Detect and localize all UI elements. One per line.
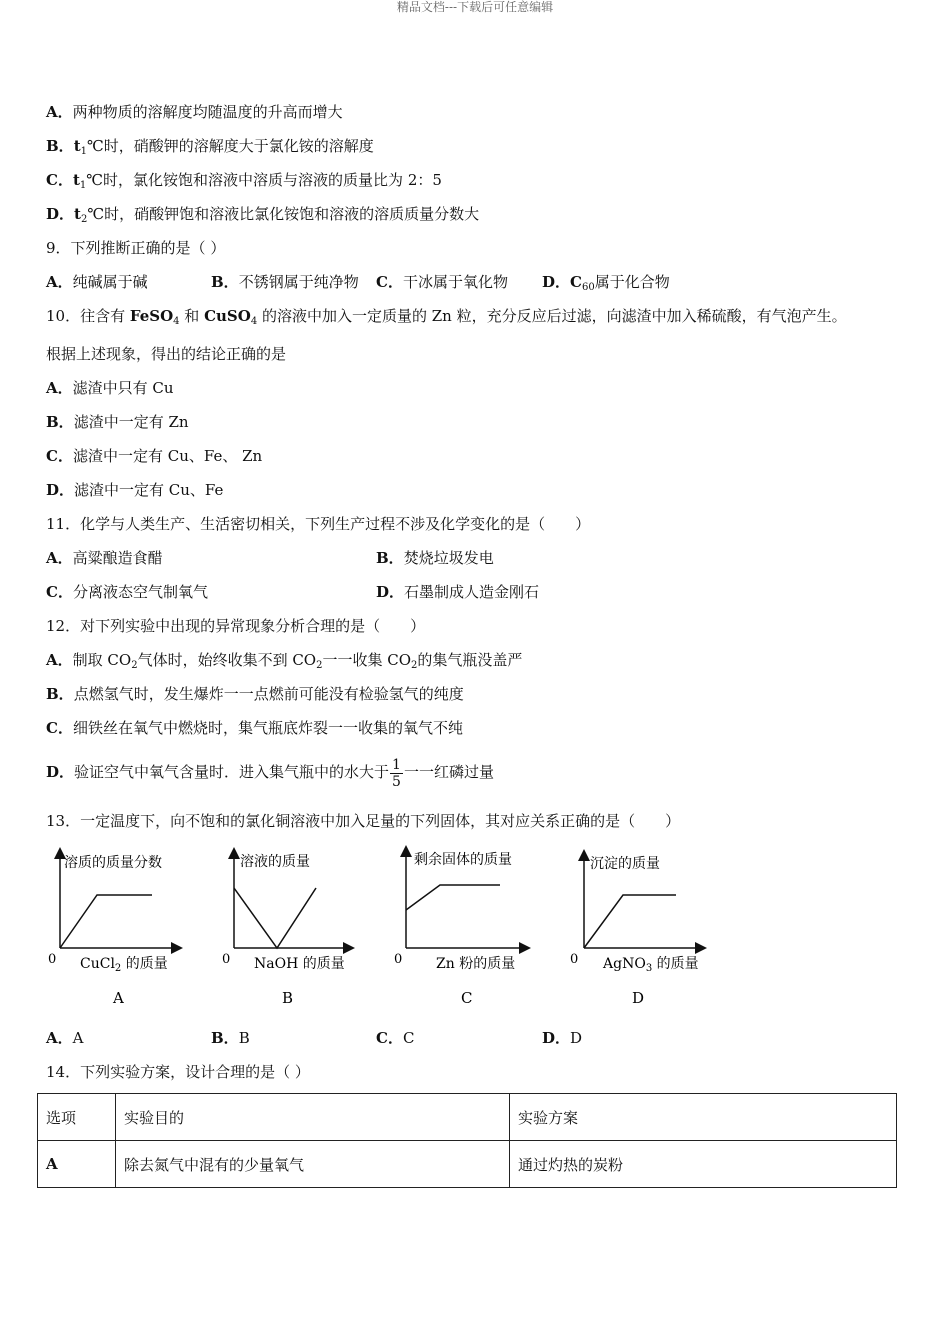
graph-c	[394, 848, 528, 1007]
q11-option-b: B．焚烧垃圾发电	[376, 549, 494, 567]
table-cell: A	[38, 1141, 116, 1188]
q11-stem: 11．化学与人类生产、生活密切相关，下列生产过程不涉及化学变化的是（ ）	[46, 515, 591, 533]
q12-option-c: C．细铁丝在氧气中燃烧时，集气瓶底炸裂一一收集的氧气不纯	[46, 719, 463, 737]
table-header-row	[38, 1094, 897, 1141]
q12-option-a: A．制取 $CO_2$气体时，始终收集不到 $CO_2$一一收集 $CO_2$的集气瓶没盖严	[46, 651, 523, 671]
q9-option-a: A．纯碱属于碱	[46, 273, 148, 291]
q8-option-d: D．$t_2℃$时，硝酸钾饱和溶液比氯化铵饱和溶液的溶质质量分数大	[46, 205, 480, 225]
q10-option-a: A．滤渣中只有 Cu	[46, 379, 174, 397]
graph-d-letter: D	[632, 989, 645, 1007]
table-header-cell: 选项	[38, 1094, 116, 1141]
fraction-one-fifth: $\frac{1}{5}$	[392, 756, 401, 790]
q12-stem: 12．对下列实验中出现的异常现象分析合理的是（ ）	[46, 617, 426, 635]
q11-option-d: D．石墨制成人造金刚石	[376, 583, 540, 601]
graph-a-letter: A	[113, 989, 124, 1007]
graph-b-origin: 0	[222, 952, 231, 967]
q10-option-d: D．滤渣中一定有 Cu、Fe	[46, 481, 224, 499]
graph-d-curve	[584, 895, 676, 948]
graph-c-letter: C	[461, 989, 473, 1007]
q8-option-a: A．两种物质的溶解度均随温度的升高而增大	[46, 103, 343, 121]
table-header-cell: 实验目的	[116, 1094, 510, 1141]
graph-c-curve	[406, 885, 500, 910]
graph-b-xlabel: NaOH 的质量	[254, 956, 345, 972]
graph-a-xlabel: CuCl$_2$ 的质量	[80, 956, 168, 974]
q10-stem: 10．往含有 FeSO$_4$ 和 CuSO$_4$ 的溶液中加入一定质量的 Zn 粒，充分反应后过滤，向滤渣中加入稀硫酸，有气泡产生。	[46, 307, 847, 327]
q14-table	[37, 1093, 897, 1188]
q11-option-c: C．分离液态空气制氧气	[46, 583, 208, 601]
graph-a	[48, 850, 180, 1007]
table-row	[38, 1141, 897, 1188]
q13-graphs	[0, 840, 950, 1020]
q9-option-b: B．不锈钢属于纯净物	[211, 273, 359, 291]
q9-option-c: C．干冰属于氧化物	[376, 273, 508, 291]
q13-stem: 13．一定温度下，向不饱和的氯化铜溶液中加入足量的下列固体，其对应关系正确的是（ ）	[46, 812, 681, 830]
graph-d-ylabel: 沉淀的质量	[590, 856, 660, 872]
q11-option-a: A．高粱酿造食醋	[46, 549, 163, 567]
graph-b-curve	[234, 888, 316, 948]
graph-d-origin: 0	[570, 952, 579, 967]
q12-option-b: B．点燃氢气时，发生爆炸一一点燃前可能没有检验氢气的纯度	[46, 685, 464, 703]
q10-option-b: B．滤渣中一定有 Zn	[46, 413, 189, 431]
q10-stem-2: 根据上述现象，得出的结论正确的是	[46, 345, 287, 363]
graph-c-ylabel: 剩余固体的质量	[414, 852, 512, 868]
q13-option-b: B．B	[211, 1029, 250, 1047]
graph-d	[570, 852, 704, 1007]
table-cell: 除去氮气中混有的少量氧气	[116, 1141, 510, 1188]
q8-option-c: C．$t_1℃$时，氯化铵饱和溶液中溶质与溶液的质量比为 2：5	[46, 171, 442, 191]
page-header: 精品文档---下载后可任意编辑	[396, 0, 554, 14]
q9-option-d: D．$C_{60}$属于化合物	[542, 273, 670, 293]
graph-a-ylabel: 溶质的质量分数	[64, 855, 162, 871]
q10-option-c: C．滤渣中一定有 Cu、Fe、 Zn	[46, 447, 263, 465]
graph-a-curve	[60, 895, 152, 948]
q14-stem: 14．下列实验方案，设计合理的是（ ）	[46, 1063, 310, 1081]
graph-b-letter: B	[282, 989, 294, 1007]
q13-option-d: D．D	[542, 1029, 583, 1047]
q9-stem: 9．下列推断正确的是（ ）	[46, 239, 226, 257]
graph-b-ylabel: 溶液的质量	[240, 854, 310, 870]
q8-option-b: B．$t_1℃$时，硝酸钾的溶解度大于氯化铵的溶解度	[46, 137, 374, 157]
q12-option-d: D．验证空气中氧气含量时．进入集气瓶中的水大于 $\frac{1}{5}$ 一一红磷过量	[46, 756, 494, 790]
q13-option-c: C．C	[376, 1029, 415, 1047]
graph-d-xlabel: AgNO$_3$ 的质量	[603, 956, 699, 974]
table-header-cell: 实验方案	[510, 1094, 897, 1141]
graph-c-origin: 0	[394, 952, 403, 967]
graph-c-xlabel: Zn 粉的质量	[436, 956, 516, 972]
graph-a-origin: 0	[48, 952, 57, 967]
q13-option-a: A．A	[46, 1029, 84, 1047]
graph-b	[222, 850, 352, 1007]
table-cell: 通过灼热的炭粉	[510, 1141, 897, 1188]
